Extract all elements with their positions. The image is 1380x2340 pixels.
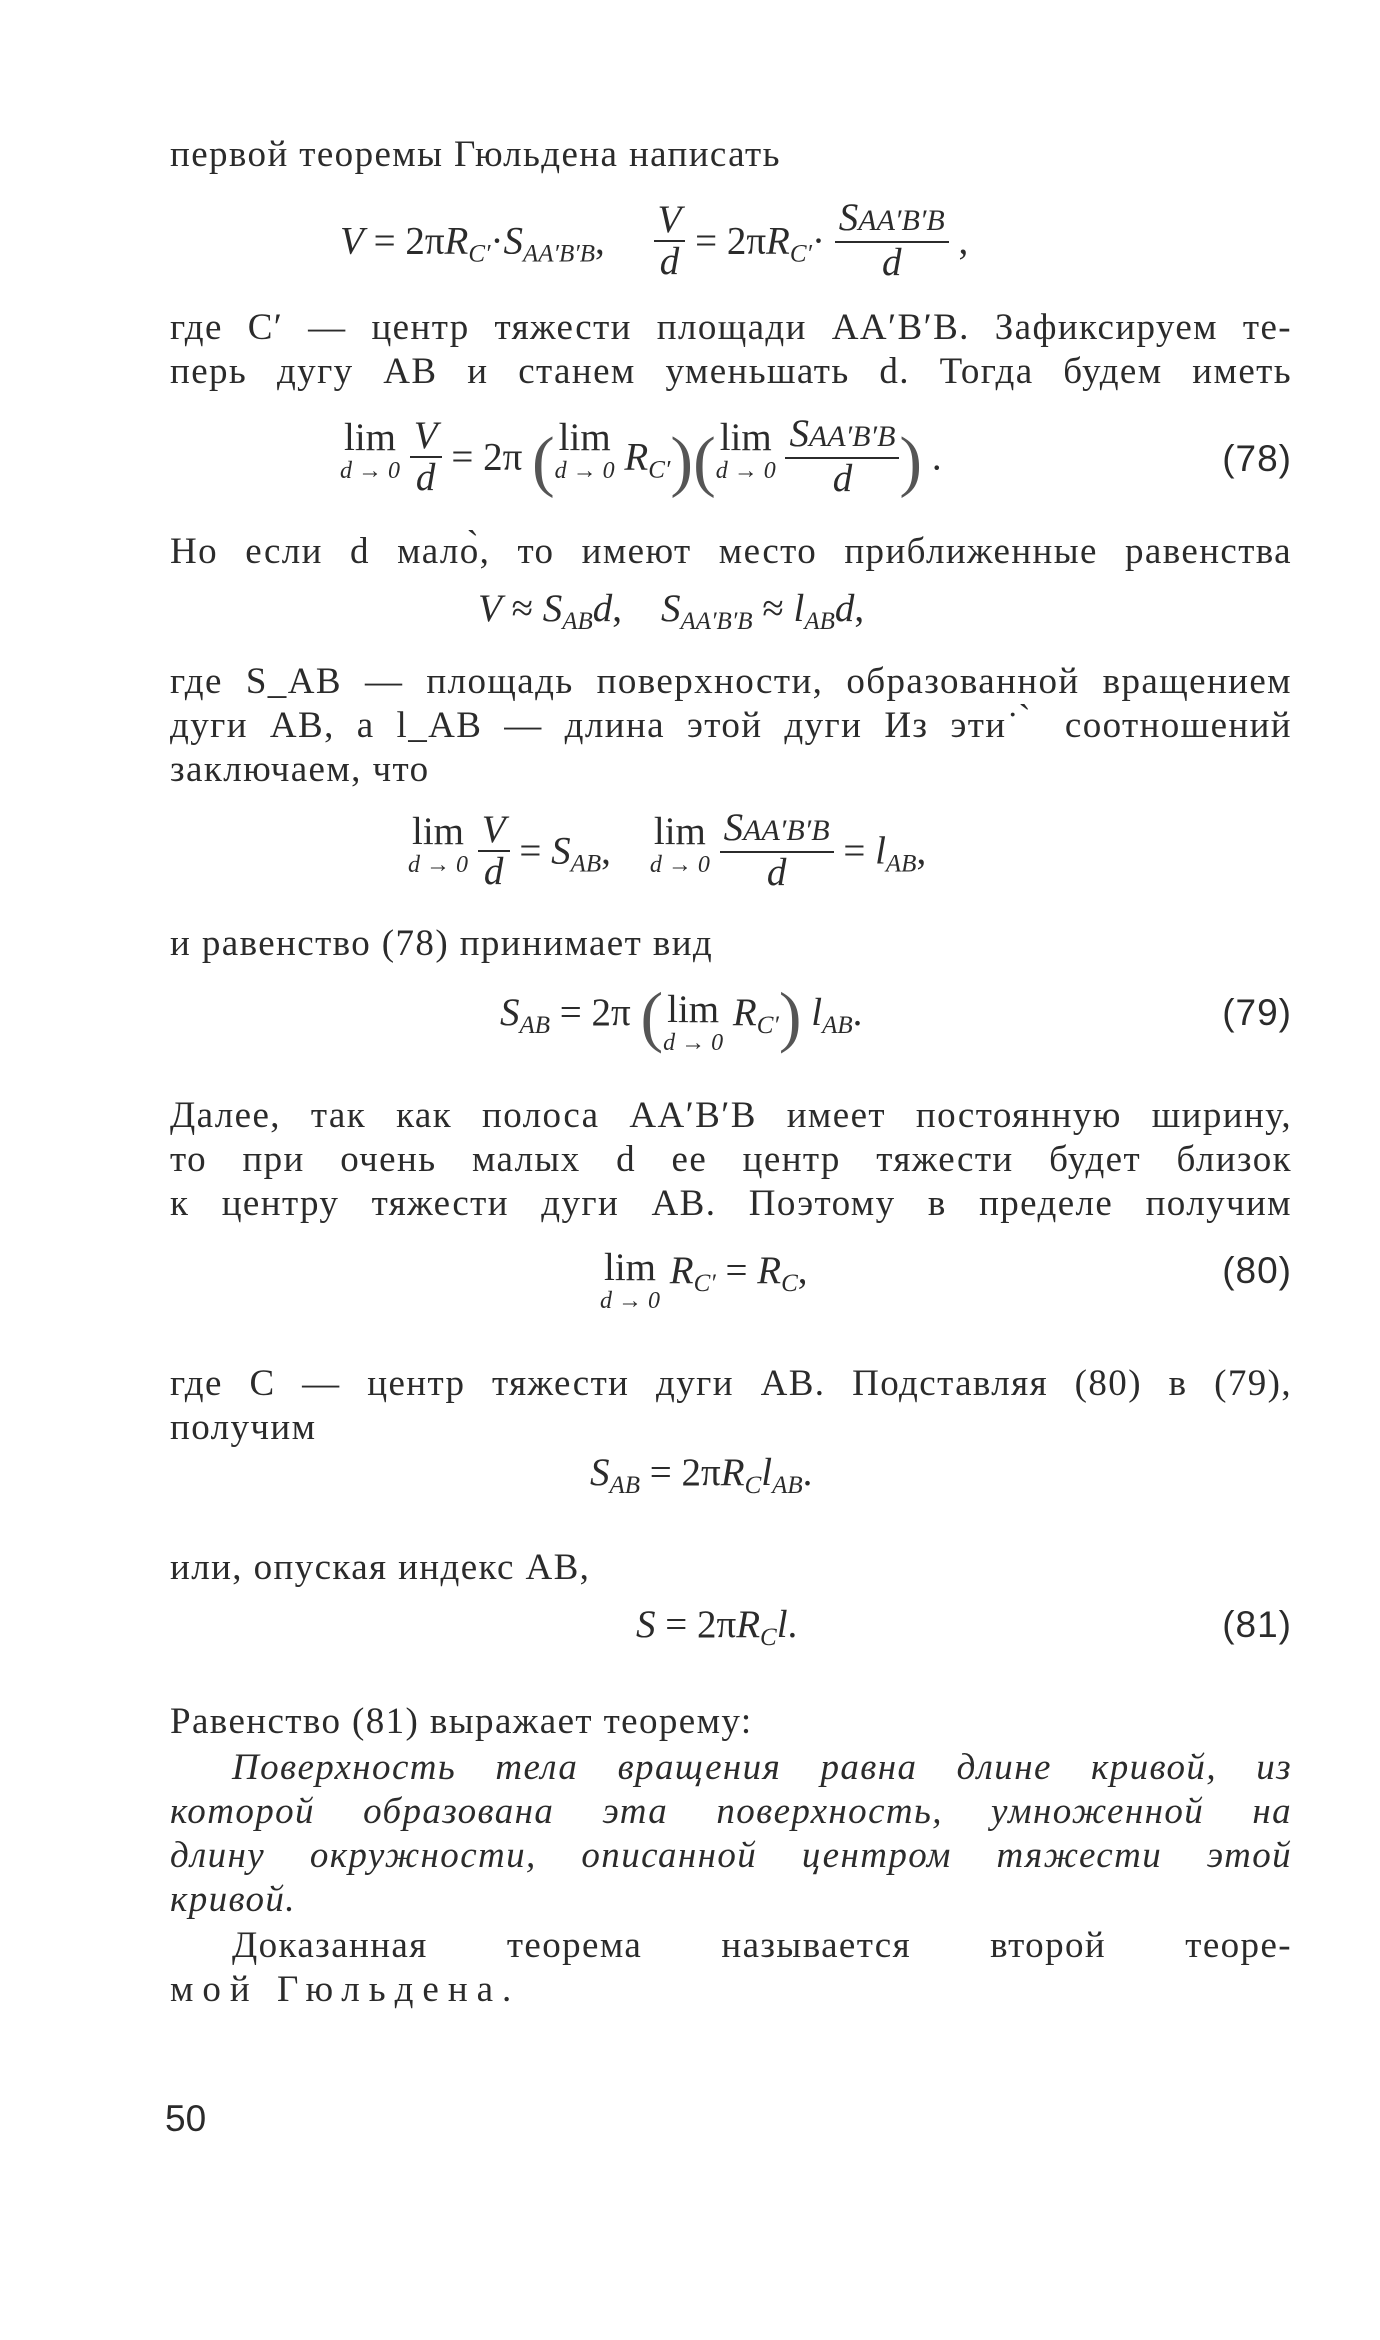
theorem-line-4-content: кривой. xyxy=(170,1879,296,1920)
text-line-1-content: первой теоремы Гюльдена написать xyxy=(170,134,781,175)
text-line-8 xyxy=(170,922,1292,966)
eq-number-78: (78) xyxy=(1222,438,1292,479)
text-line-11-content: к центру тяжести дуги AB. Поэтому в пределе получим xyxy=(170,1183,1292,1224)
theorem-line-4 xyxy=(170,1878,1292,1922)
formula-area: $S_{AB} = 2\pi R_Cl_{AB}$. xyxy=(590,1451,813,1499)
theorem-line-3-content: длину окружности, описанной центром тяжести этой xyxy=(170,1835,1292,1876)
text-line-13 xyxy=(170,1406,1292,1450)
theorem-line-2-content: которой образована эта поверхность, умноженной на xyxy=(170,1791,1292,1832)
text-line-20-content: Доказанная теорема называется второй теоре- xyxy=(232,1925,1292,1966)
text-line-15 xyxy=(170,1700,1292,1744)
text-line-7-content: заключаем, что xyxy=(170,749,430,790)
formula-approx: $V \approx S_{AB}d$, $S_{AA'B'B} \approx l_{AB}d$, xyxy=(478,587,865,635)
text-line-20 xyxy=(232,1924,1292,1968)
text-line-5-content: где S_AB — площадь поверхности, образованной вращением xyxy=(170,661,1292,702)
text-line-9 xyxy=(170,1094,1292,1138)
text-line-21 xyxy=(170,1968,1292,2012)
text-line-2-content: где C′ — центр тяжести площади AA′B′B. Зафиксируем те- xyxy=(170,307,1292,348)
text-line-13-content: получим xyxy=(170,1407,317,1448)
text-line-12-content: где C — центр тяжести дуги AB. Подставляя (80) в (79), xyxy=(170,1363,1292,1404)
text-line-3-content: перь дугу AB и станем уменьшать d. Тогда будем иметь xyxy=(170,351,1292,392)
formula-limits: lim d → 0 $\frac{V}{d}$ = $S_{AB}$, lim d → 0 $\frac{\text{SAA′B′B}}{d}$ = $l_{AB}$, xyxy=(408,806,927,894)
formula-1: $V = 2\pi R_{C'}\cdot S_{AA'B'B}$, $\frac{V}{d}$ = $2\pi R_{C'}\cdot$ $\frac{\text{SAA′B′B}}{d}$ , xyxy=(340,196,969,284)
text-line-7 xyxy=(170,748,1292,792)
formula-81: $S = 2\pi R_Cl$. xyxy=(636,1603,798,1651)
text-line-11 xyxy=(170,1182,1292,1226)
theorem-line-1 xyxy=(232,1746,1292,1790)
text-line-6 xyxy=(170,704,1292,748)
text-line-10-content: то при очень малых d ее центр тяжести будет близок xyxy=(170,1139,1292,1180)
text-line-21-content: мой Гюльдена. xyxy=(170,1969,521,2010)
theorem-line-3 xyxy=(170,1834,1292,1878)
text-line-10 xyxy=(170,1138,1292,1182)
text-line-3 xyxy=(170,350,1292,394)
text-line-14 xyxy=(170,1546,1292,1590)
formula-80: lim d → 0 $R_{C'} = R_C$, xyxy=(600,1246,808,1314)
formula-78: lim d → 0 $\frac{V}{d}$ = 2π ( lim d → 0 $R_{C'}$)( lim d → 0 $\frac{\text{SAA′B′B}}{d}$ ) . xyxy=(340,412,942,500)
text-line-9-content: Далее, так как полоса AA′B′B имеет постоянную ширину, xyxy=(170,1095,1292,1136)
theorem-line-1-content: Поверхность тела вращения равна длине кривой, из xyxy=(232,1747,1292,1788)
text-line-4-content: Но если d мало̀, то имеют место приближенные равенства xyxy=(170,531,1292,572)
text-line-4 xyxy=(170,530,1292,574)
text-line-1 xyxy=(170,133,1292,177)
theorem-line-2 xyxy=(170,1790,1292,1834)
text-line-15-content: Равенство (81) выражает теорему: xyxy=(170,1701,753,1742)
eq-number-80: (80) xyxy=(1222,1250,1292,1291)
text-line-2 xyxy=(170,306,1292,350)
eq-number-81: (81) xyxy=(1222,1604,1292,1645)
text-line-6-content: дуги AB, а l_AB — длина этой дуги Из эти˙̀ соотношений xyxy=(170,705,1292,746)
eq-number-79: (79) xyxy=(1222,992,1292,1033)
text-line-12 xyxy=(170,1362,1292,1406)
formula-79: $S_{AB} = 2\pi$ ( lim d → 0 $R_{C'}$) $l_{AB}$. xyxy=(500,978,863,1056)
text-line-8-content: и равенство (78) принимает вид xyxy=(170,923,714,964)
text-line-5 xyxy=(170,660,1292,704)
text-line-14-content: или, опуская индекс AB, xyxy=(170,1547,591,1588)
page-number: 50 xyxy=(165,2098,207,2139)
